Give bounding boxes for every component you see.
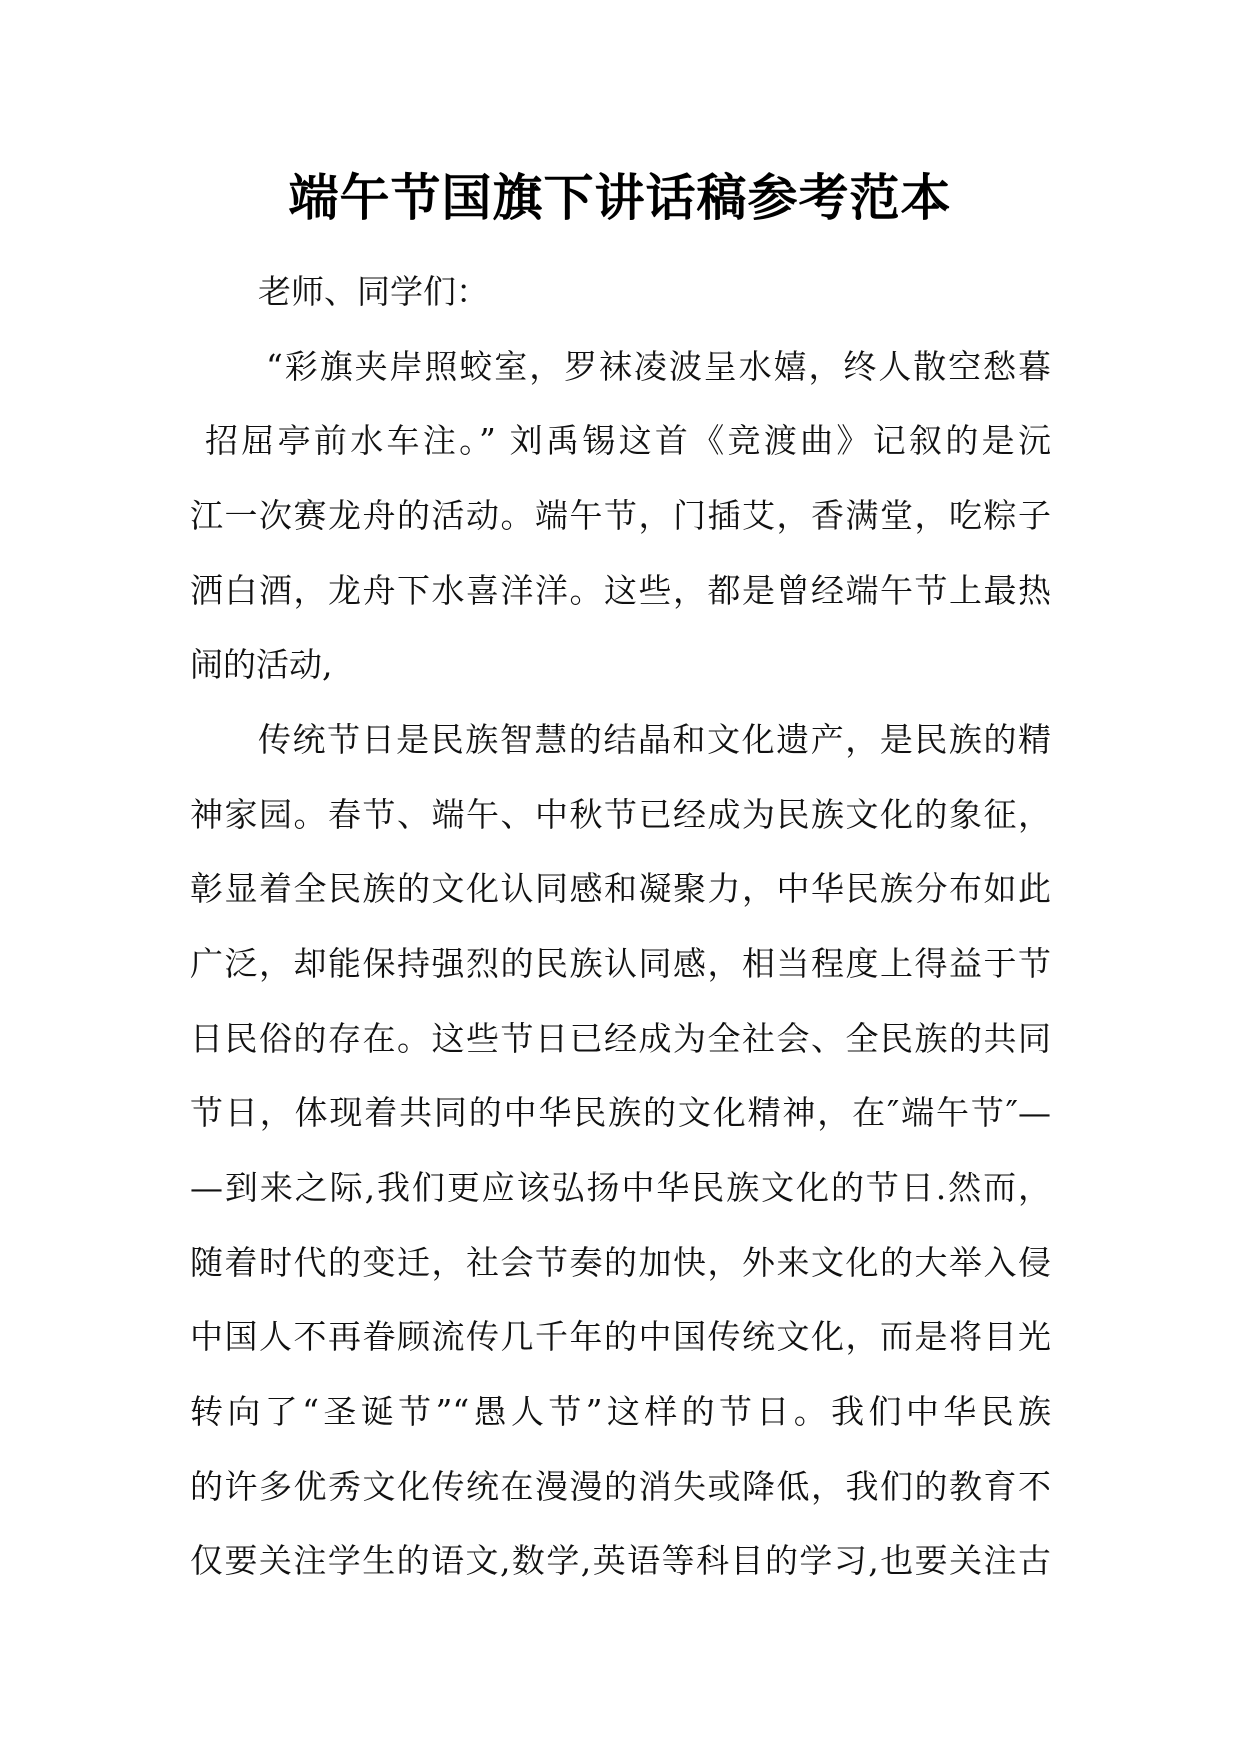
paragraph-line: 江一次赛龙舟的活动。端午节，门插艾，香满堂，吃粽子: [190, 496, 1051, 535]
paragraph-line: 中国人不再眷顾流传几千年的中国传统文化，而是将目光: [190, 1317, 1051, 1356]
document-title: 端午节国旗下讲话稿参考范本: [288, 168, 952, 227]
paragraph-line: 随着时代的变迁，社会节奏的加快，外来文化的大举入侵: [190, 1243, 1051, 1282]
salutation: 老师、同学们：: [258, 272, 489, 311]
paragraph-line: 闹的活动,: [190, 645, 333, 684]
paragraph-line: 神家园。春节、端午、中秋节已经成为民族文化的象征，: [190, 795, 1051, 834]
paragraph-line: 洒白酒，龙舟下水喜洋洋。这些，都是曾经端午节上最热: [190, 571, 1051, 610]
paragraph-line: 传统节日是民族智慧的结晶和文化遗产，是民族的精: [258, 720, 1051, 759]
paragraph-line: —到来之际,我们更应该弘扬中华民族文化的节日.然而，: [190, 1168, 1051, 1207]
paragraph-line: “彩旗夹岸照蛟室，罗袜凌波呈水嬉，终人散空愁暮: [266, 347, 1051, 386]
paragraph-line: 节日，体现着共同的中华民族的文化精神，在″端午节″—: [190, 1093, 1051, 1132]
paragraph-line: 转向了“圣诞节”“愚人节”这样的节日。我们中华民族: [190, 1392, 1051, 1431]
paragraph-line: 彰显着全民族的文化认同感和凝聚力，中华民族分布如此: [190, 869, 1051, 908]
paragraph-line: 仅要关注学生的语文,数学,英语等科目的学习,也要关注古: [190, 1541, 1051, 1580]
paragraph-line: 日民俗的存在。这些节日已经成为全社会、全民族的共同: [190, 1019, 1051, 1058]
paragraph-line: 广泛，却能保持强烈的民族认同感，相当程度上得益于节: [190, 944, 1051, 983]
paragraph-line: 的许多优秀文化传统在漫漫的消失或降低，我们的教育不: [190, 1467, 1051, 1506]
paragraph-line: 招屈亭前水车注。” 刘禹锡这首《竞渡曲》记叙的是沅: [205, 421, 1051, 460]
